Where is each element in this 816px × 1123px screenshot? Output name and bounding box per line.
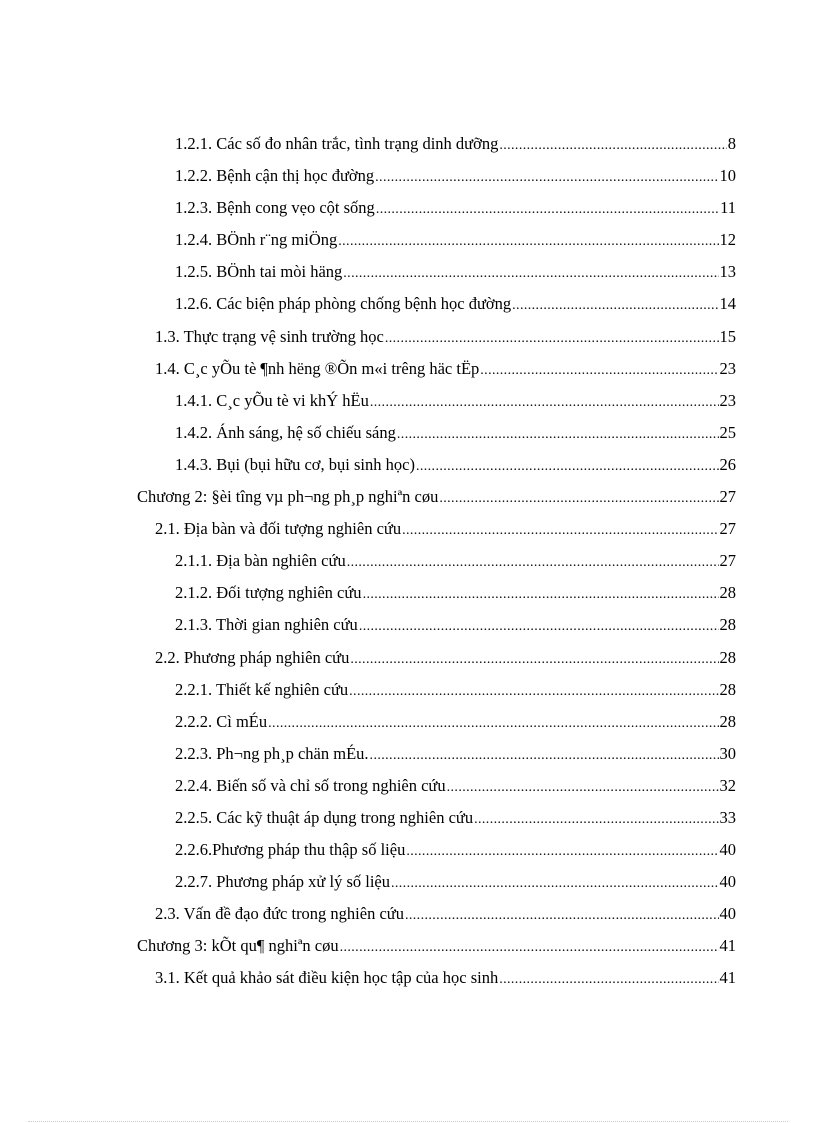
dot-leader bbox=[499, 132, 726, 160]
toc-entry-title: 1.2.4. BÖnh r¨ng miÖng bbox=[175, 230, 338, 250]
toc-page-number: 13 bbox=[719, 262, 736, 282]
toc-page-number: 28 bbox=[719, 711, 736, 731]
toc-entry-title: Chương 3: kÕt qu¶ nghiªn cøu bbox=[137, 936, 339, 956]
toc-entry-title: Chương 2: §èi tîng vµ ph¬ng ph¸p nghiªn cøu bbox=[137, 487, 439, 507]
toc-page-number: 23 bbox=[719, 390, 736, 410]
dot-leader bbox=[499, 966, 718, 994]
toc-entry-title: 1.4.1. C¸c yÕu tè vi khÝ hËu bbox=[175, 390, 369, 410]
dot-leader bbox=[370, 742, 719, 770]
toc-page-number: 12 bbox=[719, 230, 736, 250]
toc-page-number: 23 bbox=[719, 358, 736, 378]
toc-entry bbox=[0, 130, 816, 162]
toc-entry bbox=[0, 451, 816, 483]
dot-leader bbox=[406, 838, 718, 866]
toc-entry-title: 2.2.3. Ph¬ng ph¸p chän mÉu. bbox=[175, 743, 369, 763]
toc-entry-title: 2.1.1. Địa bàn nghiên cứu bbox=[175, 551, 346, 571]
dot-leader bbox=[363, 581, 719, 609]
toc-entry bbox=[0, 547, 816, 579]
dot-leader bbox=[343, 260, 718, 288]
dot-leader bbox=[480, 357, 718, 385]
toc-entry-title: 1.4. C¸c yÕu tè ¶nh hëng ®Õn m«i trêng häc tËp bbox=[155, 358, 480, 378]
toc-entry-title: 2.2.7. Phương pháp xử lý số liệu bbox=[175, 872, 390, 892]
dot-leader bbox=[347, 549, 719, 577]
toc-page-number: 28 bbox=[719, 615, 736, 635]
toc-entry bbox=[0, 419, 816, 451]
toc-entry-title: 1.2.3. Bệnh cong vẹo cột sống bbox=[175, 198, 375, 218]
toc-chapter bbox=[0, 932, 816, 964]
dot-leader bbox=[349, 678, 718, 706]
toc-entry-title: 2.2.5. Các kỹ thuật áp dụng trong nghiên cứu bbox=[175, 807, 474, 827]
toc-page-number: 40 bbox=[719, 904, 736, 924]
dot-leader bbox=[370, 389, 719, 417]
toc-entry bbox=[0, 290, 816, 322]
toc-entry bbox=[0, 355, 816, 387]
dot-leader bbox=[268, 710, 718, 738]
toc-entry-title: 2.2.4. Biến số và chỉ số trong nghiên cứu bbox=[175, 775, 446, 795]
dot-leader bbox=[416, 453, 719, 481]
toc-page-number: 40 bbox=[719, 872, 736, 892]
toc-entry-title: 1.2.6. Các biện pháp phòng chống bệnh học đường bbox=[175, 294, 512, 314]
dot-leader bbox=[350, 646, 718, 674]
toc-entry-title: 3.1. Kết quả khảo sát điều kiện học tập của học sinh bbox=[155, 968, 499, 988]
toc-entry-title: 1.2.5. BÖnh tai mòi häng bbox=[175, 262, 343, 282]
dot-leader bbox=[338, 228, 718, 256]
toc-page-number: 15 bbox=[719, 326, 736, 346]
toc-entry-title: 2.2.6.Phương pháp thu thập số liệu bbox=[175, 840, 406, 860]
toc-entry-title: 2.2.2. Cì mÉu bbox=[175, 711, 268, 731]
toc-page-number: 27 bbox=[719, 519, 736, 539]
toc-entry bbox=[0, 868, 816, 900]
dot-leader bbox=[391, 870, 719, 898]
dot-leader bbox=[447, 774, 719, 802]
toc-entry-title: 2.1. Địa bàn và đối tượng nghiên cứu bbox=[155, 519, 402, 539]
dot-leader bbox=[376, 196, 719, 224]
toc-entry bbox=[0, 964, 816, 996]
dot-leader bbox=[397, 421, 719, 449]
dot-leader bbox=[474, 806, 718, 834]
dot-leader bbox=[385, 325, 719, 353]
toc-entry bbox=[0, 226, 816, 258]
toc-entry bbox=[0, 836, 816, 868]
toc-entry-title: 2.2. Phương pháp nghiên cứu bbox=[155, 647, 350, 667]
toc-entry-title: 2.1.3. Thời gian nghiên cứu bbox=[175, 615, 358, 635]
toc-entry-title: 1.2.2. Bệnh cận thị học đường bbox=[175, 166, 375, 186]
toc-entry bbox=[0, 194, 816, 226]
toc-entry bbox=[0, 708, 816, 740]
toc-entry-title: 2.2.1. Thiết kế nghiên cứu bbox=[175, 679, 349, 699]
toc-entry bbox=[0, 900, 816, 932]
toc-entry bbox=[0, 515, 816, 547]
dot-leader bbox=[375, 164, 718, 192]
toc-entry-title: 2.3. Vấn đề đạo đức trong nghiên cứu bbox=[155, 904, 404, 924]
toc-page-number: 32 bbox=[719, 775, 736, 795]
toc-entry bbox=[0, 804, 816, 836]
toc-chapter bbox=[0, 483, 816, 515]
toc-entry-title: 1.3. Thực trạng vệ sinh trường học bbox=[155, 326, 384, 346]
toc-entry bbox=[0, 740, 816, 772]
toc-entry bbox=[0, 387, 816, 419]
toc-page-number: 8 bbox=[727, 134, 736, 153]
toc-entry bbox=[0, 676, 816, 708]
toc-entry bbox=[0, 644, 816, 676]
dot-leader bbox=[439, 485, 718, 513]
toc-entry bbox=[0, 323, 816, 355]
toc-page-number: 40 bbox=[719, 840, 736, 860]
toc-page-number: 25 bbox=[719, 422, 736, 442]
dot-leader bbox=[340, 934, 719, 962]
toc-entry-title: 2.1.2. Đối tượng nghiên cứu bbox=[175, 583, 362, 603]
toc-page-number: 27 bbox=[719, 551, 736, 571]
toc-page-number: 41 bbox=[719, 936, 736, 956]
toc-entry-title: 1.4.2. Ánh sáng, hệ số chiếu sáng bbox=[175, 422, 396, 442]
toc-page-number: 27 bbox=[719, 487, 736, 507]
page-bottom-divider bbox=[28, 1121, 788, 1122]
dot-leader bbox=[359, 613, 719, 641]
toc-page-number: 26 bbox=[719, 454, 736, 474]
toc-entry bbox=[0, 162, 816, 194]
toc-entry-title: 1.4.3. Bụi (bụi hữu cơ, bụi sinh học) bbox=[175, 454, 415, 474]
dot-leader bbox=[512, 292, 718, 320]
toc-page-number: 28 bbox=[719, 647, 736, 667]
toc-page-number: 41 bbox=[719, 968, 736, 988]
dot-leader bbox=[405, 902, 719, 930]
toc-page-number: 28 bbox=[719, 583, 736, 603]
toc-entry bbox=[0, 772, 816, 804]
toc-page-number: 28 bbox=[719, 679, 736, 699]
table-of-contents bbox=[0, 130, 816, 997]
toc-page-number: 33 bbox=[719, 807, 736, 827]
dot-leader bbox=[402, 517, 718, 545]
toc-entry bbox=[0, 611, 816, 643]
toc-page-number: 11 bbox=[720, 198, 736, 218]
toc-page-number: 10 bbox=[719, 166, 736, 186]
toc-entry bbox=[0, 258, 816, 290]
toc-page-number: 30 bbox=[719, 743, 736, 763]
toc-entry-title: 1.2.1. Các số đo nhân trắc, tình trạng dinh dưỡng bbox=[175, 134, 499, 153]
toc-page-number: 14 bbox=[719, 294, 736, 314]
toc-entry bbox=[0, 579, 816, 611]
